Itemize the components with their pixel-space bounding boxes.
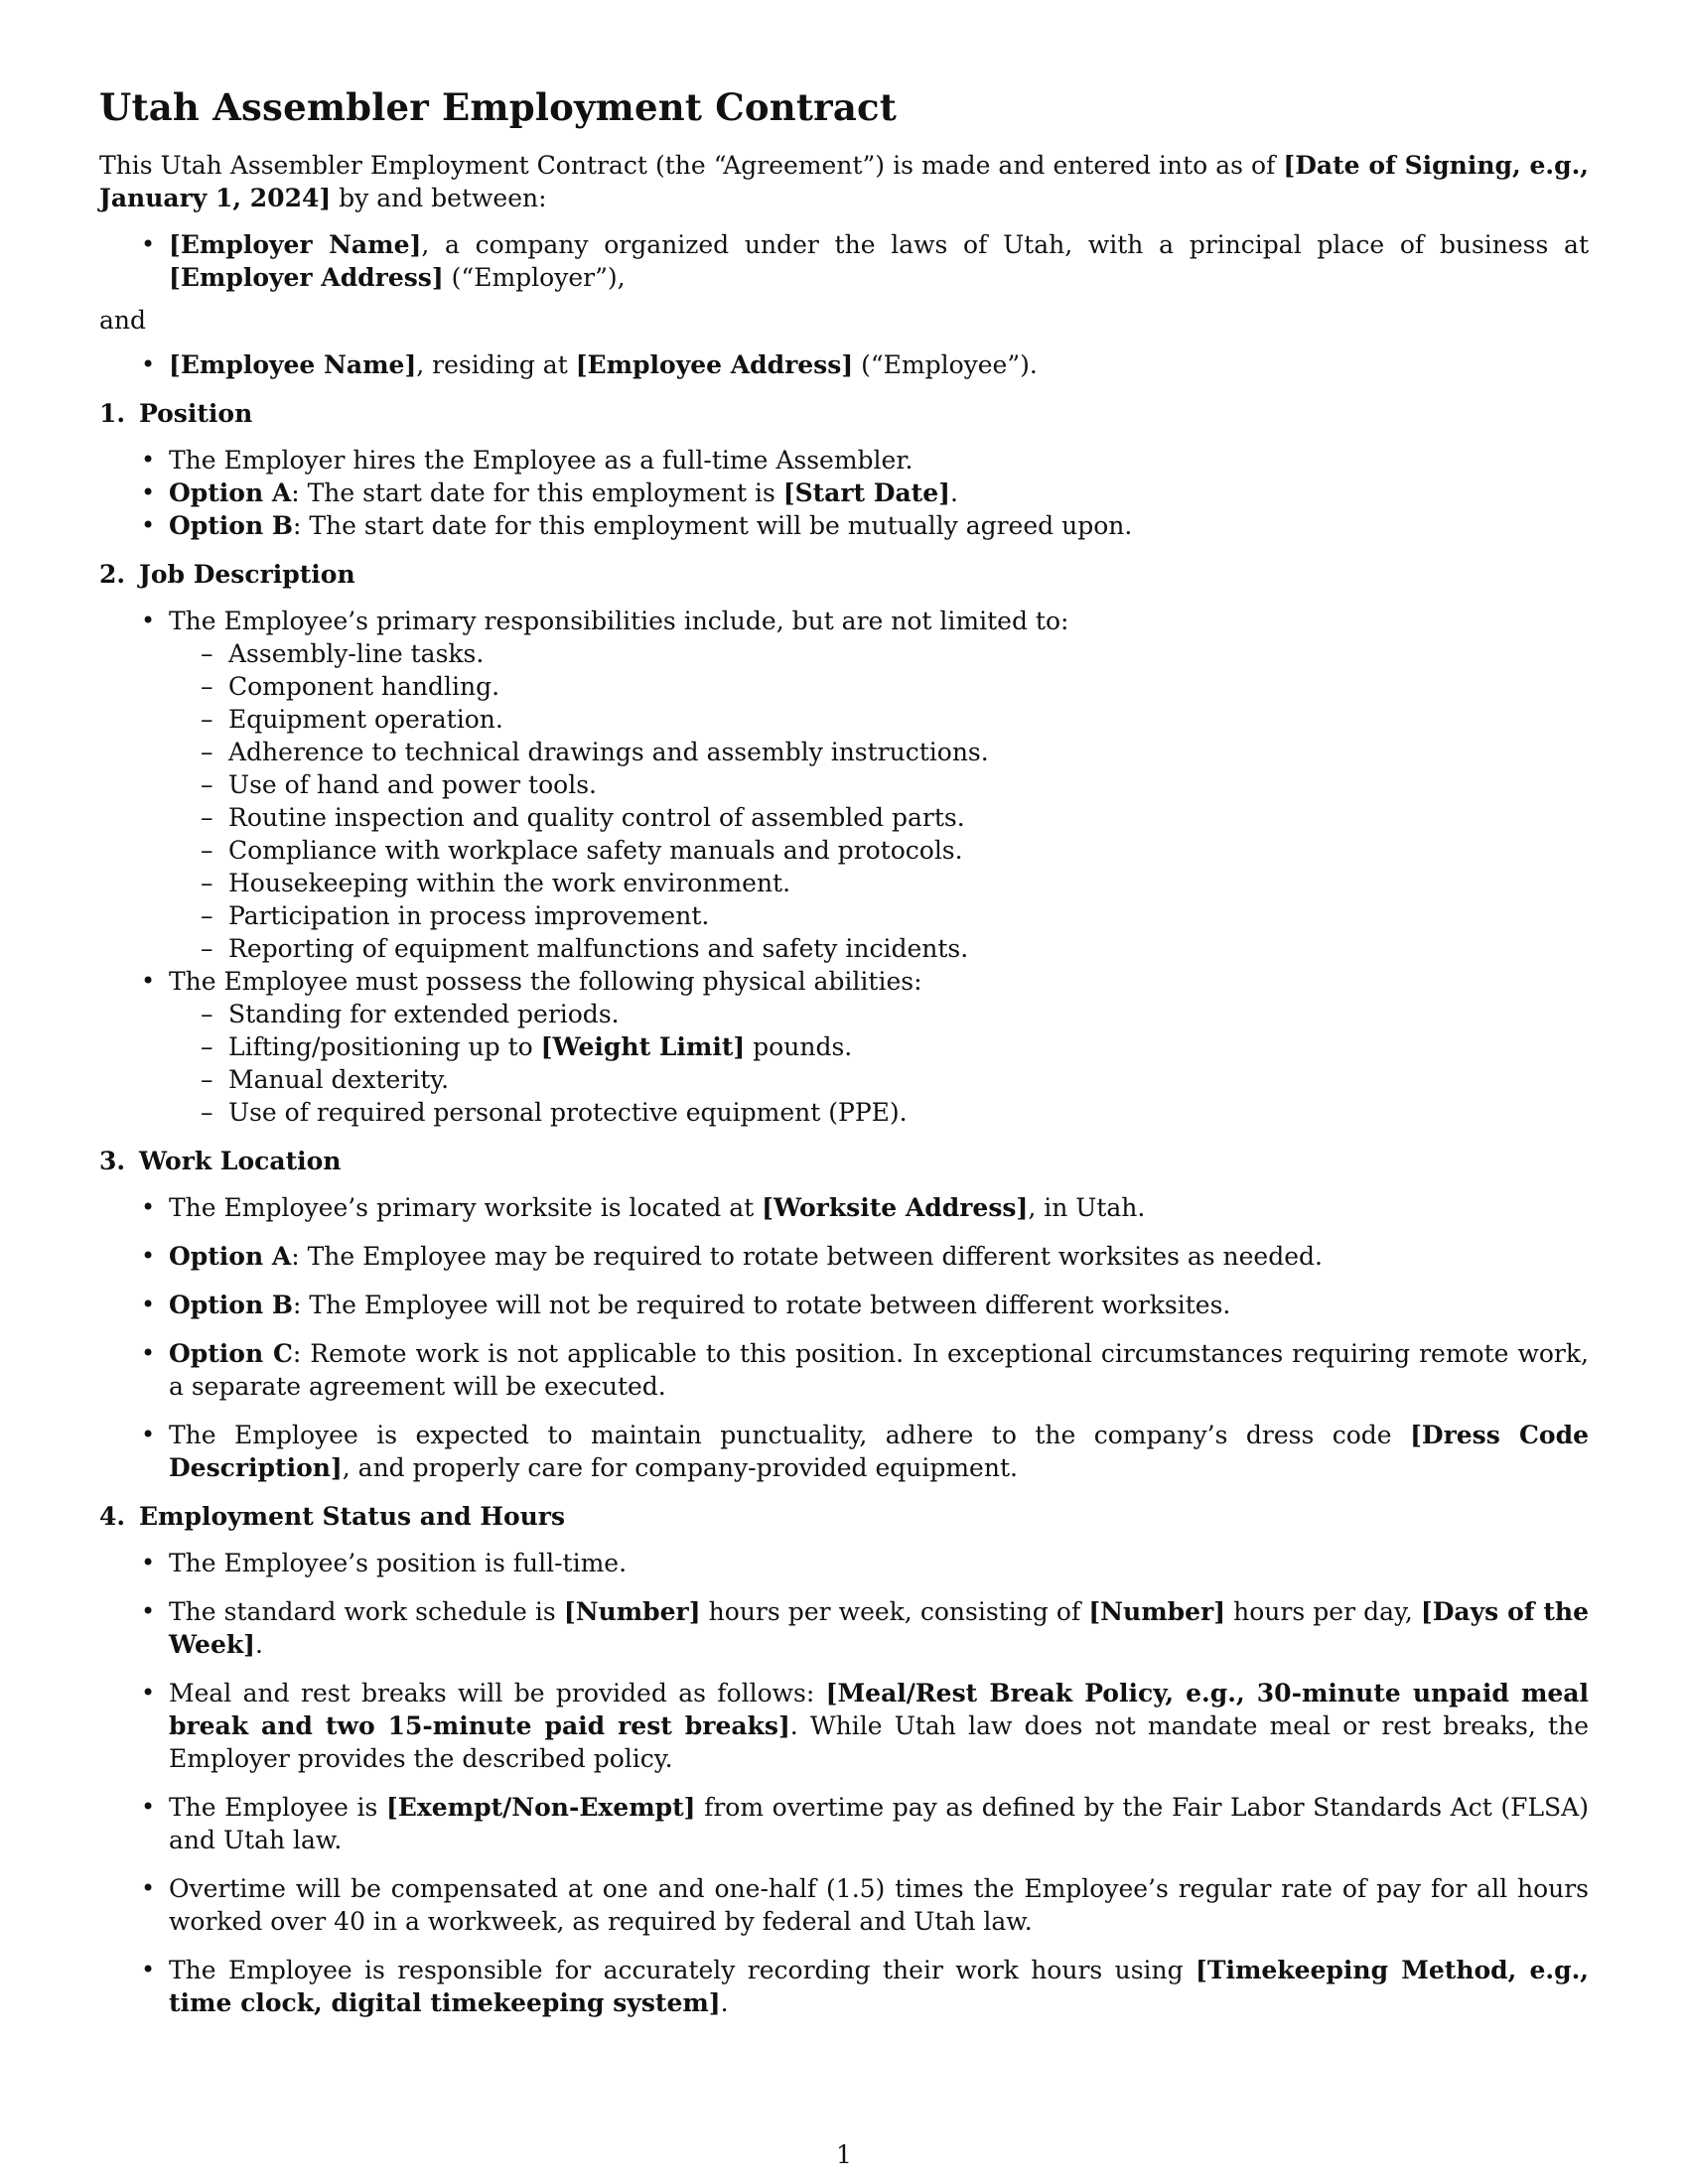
worksite-text-end: , in Utah. xyxy=(1028,1193,1146,1222)
option-label: Option C xyxy=(169,1339,293,1368)
schedule-text-end: . xyxy=(255,1630,263,1659)
section-4-list xyxy=(99,1547,1589,2019)
section-number: 3. xyxy=(99,1147,126,1175)
section-1-heading xyxy=(99,397,1589,430)
document-content xyxy=(99,85,1589,2035)
option-text: : The start date for this employment will be mutually agreed upon. xyxy=(293,511,1133,540)
option-text: : The Employee may be required to rotate between different worksites as needed. xyxy=(291,1242,1323,1271)
hours-per-week-placeholder: [Number] xyxy=(563,1597,701,1626)
responsibilities-intro: The Employee’s primary responsibilities include, but are not limited to: xyxy=(169,607,1069,635)
worksite-text: The Employee’s primary worksite is located at xyxy=(169,1193,763,1222)
responsibility-item: – Housekeeping within the work environment. xyxy=(169,867,1589,899)
intro-paragraph xyxy=(99,149,1589,214)
list-item xyxy=(99,1337,1589,1403)
option-label: Option B xyxy=(169,511,293,540)
section-title: Work Location xyxy=(139,1147,342,1175)
intro-text: This Utah Assembler Employment Contract (the “Agreement”) is made and entered into as of xyxy=(99,151,1284,180)
timekeeping-text-end: . xyxy=(720,1988,729,2017)
option-text: : Remote work is not applicable to this position. In exceptional circumstances requiring remote work, a separate agreement will be executed. xyxy=(169,1339,1589,1401)
list-item xyxy=(99,1289,1589,1321)
list-item xyxy=(99,1419,1589,1484)
list-item: • The Employee’s position is full-time. xyxy=(99,1547,1589,1579)
physical-abilities-intro: The Employee must possess the following physical abilities: xyxy=(169,967,922,996)
dress-code-text: The Employee is expected to maintain punctuality, adhere to the company’s dress code xyxy=(169,1421,1411,1449)
employee-party-text: , residing at xyxy=(416,350,576,379)
hours-per-day-placeholder: [Number] xyxy=(1088,1597,1226,1626)
section-title: Job Description xyxy=(139,560,355,589)
intro-text-end: by and between: xyxy=(331,184,547,212)
option-label: Option B xyxy=(169,1291,293,1319)
list-item xyxy=(99,509,1589,542)
schedule-text: hours per day, xyxy=(1225,1597,1421,1626)
dress-code-placeholder: [Dress Code Description] xyxy=(169,1421,1589,1482)
list-item xyxy=(99,1677,1589,1775)
employer-name-placeholder: [Employer Name] xyxy=(169,230,422,259)
option-label: Option A xyxy=(169,1242,292,1271)
and-text: and xyxy=(99,306,147,335)
employee-party-list xyxy=(99,348,1589,381)
responsibility-item: – Adherence to technical drawings and assembly instructions. xyxy=(169,736,1589,768)
page-number: 1 xyxy=(836,2140,852,2169)
responsibility-item: – Participation in process improvement. xyxy=(169,899,1589,932)
section-3-list xyxy=(99,1191,1589,1484)
dress-code-text-end: , and properly care for company-provided equipment. xyxy=(342,1453,1018,1482)
section-2-list xyxy=(99,605,1589,1129)
responsibility-item: – Routine inspection and quality control of assembled parts. xyxy=(169,801,1589,834)
responsibility-item: – Use of hand and power tools. xyxy=(169,768,1589,801)
exempt-text-end: from overtime pay as defined by the Fair Labor Standards Act (FLSA) and Utah law. xyxy=(169,1793,1589,1854)
list-item xyxy=(99,1954,1589,2019)
responsibility-item: – Component handling. xyxy=(169,670,1589,703)
worksite-address-placeholder: [Worksite Address] xyxy=(762,1193,1029,1222)
list-item xyxy=(99,1240,1589,1273)
physical-abilities-list xyxy=(169,998,1589,1129)
list-item: • The Employer hires the Employee as a full-time Assembler. xyxy=(99,444,1589,477)
responsibilities-list xyxy=(169,637,1589,965)
list-item: • Overtime will be compensated at one and one-half (1.5) times the Employee’s regular rate of pay for all hours worked over 40 in a workweek, as required by federal and Utah law. xyxy=(99,1872,1589,1938)
responsibility-item: – Assembly-line tasks. xyxy=(169,637,1589,670)
option-text-end: . xyxy=(949,478,958,507)
option-text: : The start date for this employment is xyxy=(291,478,783,507)
list-item xyxy=(99,605,1589,965)
employee-party-end: (“Employee”). xyxy=(853,350,1038,379)
list-item xyxy=(99,1791,1589,1856)
ability-text: Lifting/positioning up to xyxy=(228,1032,541,1061)
section-title: Position xyxy=(139,399,253,428)
employee-address-placeholder: [Employee Address] xyxy=(575,350,854,379)
list-item xyxy=(99,965,1589,1129)
timekeeping-method-placeholder: [Timekeeping Method, e.g., time clock, digital timekeeping system] xyxy=(169,1956,1589,2017)
start-date-placeholder: [Start Date] xyxy=(782,478,950,507)
breaks-text: Meal and rest breaks will be provided as follows: xyxy=(169,1679,826,1707)
physical-ability-item: – Standing for extended periods. xyxy=(169,998,1589,1030)
list-item xyxy=(99,1191,1589,1224)
schedule-text: The standard work schedule is xyxy=(169,1597,564,1626)
weight-limit-placeholder: [Weight Limit] xyxy=(540,1032,746,1061)
section-2-heading xyxy=(99,558,1589,591)
employer-address-placeholder: [Employer Address] xyxy=(169,263,444,292)
section-3-heading xyxy=(99,1145,1589,1177)
section-number: 2. xyxy=(99,560,126,589)
exempt-text: The Employee is xyxy=(169,1793,386,1822)
date-placeholder: [Date of Signing, e.g., January 1, 2024] xyxy=(99,151,1589,212)
employer-party xyxy=(99,228,1589,294)
exempt-status-placeholder: [Exempt/Non-Exempt] xyxy=(385,1793,696,1822)
physical-ability-item: – Manual dexterity. xyxy=(169,1063,1589,1096)
timekeeping-text: The Employee is responsible for accurately recording their work hours using xyxy=(169,1956,1196,1984)
employer-party-end: (“Employer”), xyxy=(443,263,626,292)
employee-party xyxy=(99,348,1589,381)
option-label: Option A xyxy=(169,478,292,507)
section-4-heading xyxy=(99,1500,1589,1533)
days-of-week-placeholder: [Days of the Week] xyxy=(169,1597,1590,1659)
list-item xyxy=(99,1595,1589,1661)
responsibility-item: – Compliance with workplace safety manuals and protocols. xyxy=(169,834,1589,867)
physical-ability-item xyxy=(169,1030,1589,1063)
employer-party-text: , a company organized under the laws of Utah, with a principal place of business at xyxy=(421,230,1589,259)
section-1-list xyxy=(99,444,1589,542)
section-number: 1. xyxy=(99,399,126,428)
option-text: : The Employee will not be required to rotate between different worksites. xyxy=(293,1291,1231,1319)
section-number: 4. xyxy=(99,1502,126,1531)
section-title: Employment Status and Hours xyxy=(139,1502,566,1531)
breaks-text-end: . While Utah law does not mandate meal or rest breaks, the Employer provides the described policy. xyxy=(169,1711,1589,1773)
document-title: Utah Assembler Employment Contract xyxy=(99,85,898,129)
employer-party-list xyxy=(99,228,1589,294)
responsibility-item: – Equipment operation. xyxy=(169,703,1589,736)
responsibility-item: – Reporting of equipment malfunctions and safety incidents. xyxy=(169,932,1589,965)
ability-text-end: pounds. xyxy=(745,1032,853,1061)
list-item xyxy=(99,477,1589,509)
schedule-text: hours per week, consisting of xyxy=(700,1597,1089,1626)
physical-ability-item: – Use of required personal protective equipment (PPE). xyxy=(169,1096,1589,1129)
break-policy-placeholder: [Meal/Rest Break Policy, e.g., 30-minute unpaid meal break and two 15-minute paid rest breaks] xyxy=(169,1679,1589,1740)
employee-name-placeholder: [Employee Name] xyxy=(169,350,417,379)
